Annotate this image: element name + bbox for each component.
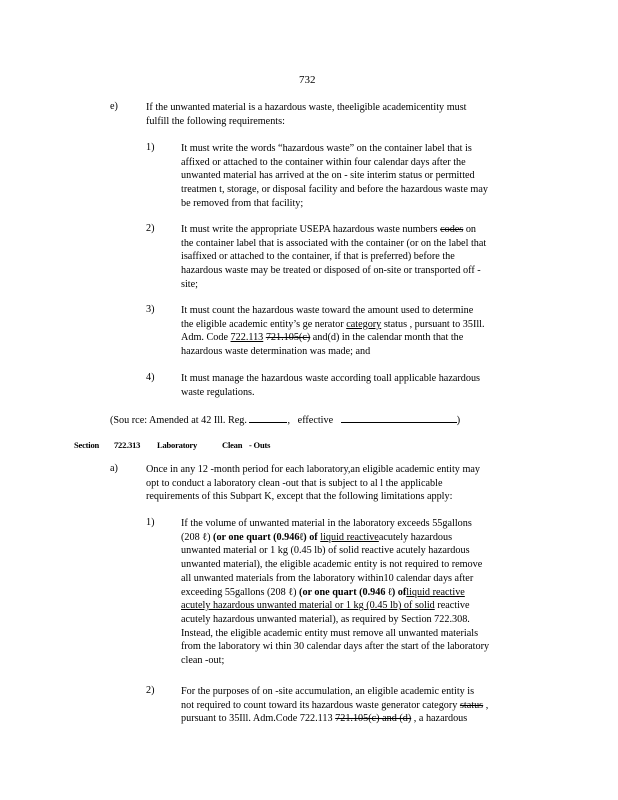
text-run: reactive <box>434 600 470 612</box>
text-line: unwanted material), the eligible academic entity is not required to remove <box>181 559 483 571</box>
struck-text: status <box>459 699 484 711</box>
effective-date-blank <box>341 412 457 423</box>
text-line: isaffixed or attached to the container, if that is preferred) before the <box>181 251 455 263</box>
lim-1-label: 1) <box>146 517 155 528</box>
text-run: pursuant to 35Ill. Adm.Code 722.113 <box>181 713 336 725</box>
source-comma: , <box>287 415 291 426</box>
req-1-label: 1) <box>146 142 155 153</box>
text-line: from the laboratory wi thin 30 calendar days after the start of the laboratory <box>181 641 490 653</box>
text-line: If the unwanted material is a hazardous waste, theeligible academicentity must <box>146 102 467 113</box>
section-title-laboratory: Laboratory <box>157 440 198 450</box>
text-run: It must write the appropriate USEPA hazardous waste numbers <box>181 224 441 235</box>
text-line <box>181 586 536 600</box>
lim-2-text <box>181 685 526 726</box>
text-line <box>181 599 536 613</box>
text-line: requirements of this Subpart K, except that the following limitations apply: <box>146 491 453 503</box>
text-line: Once in any 12 -month period for each laboratory,an eligible academic entity may <box>146 464 480 475</box>
text-run: , <box>483 699 489 711</box>
underlined-text: liquid reactive <box>320 531 379 543</box>
text-line: all unwanted materials from the laboratory within10 calendar days after <box>181 572 474 584</box>
text-line <box>181 699 526 713</box>
req-2-label: 2) <box>146 223 155 234</box>
text-line <box>181 318 526 332</box>
text-line: If the volume of unwanted material in the laboratory exceeds 55gallons <box>181 518 472 529</box>
struck-text: 721.105(c) <box>265 332 311 344</box>
section-title-outs: - Outs <box>249 440 271 450</box>
effective-label: effective <box>297 415 334 426</box>
text-line: unwanted material has arrived at the on - site interim status or permitted <box>181 170 475 182</box>
item-e-label: e) <box>110 101 118 112</box>
text-run: (208 ℓ) <box>181 531 214 543</box>
text-line: treatmen t, storage, or disposal facility and before the hazardous waste may <box>181 184 488 196</box>
section-word: Section <box>74 440 100 450</box>
text-line: It must count the hazardous waste toward the amount used to determine <box>181 305 474 316</box>
text-line <box>181 223 539 237</box>
text-line: It must manage the hazardous waste according toall applicable hazardous <box>181 373 480 384</box>
underlined-text: category <box>346 318 382 330</box>
text-line: clean -out; <box>181 655 225 667</box>
req-3-label: 3) <box>146 304 155 315</box>
item-e-text <box>146 101 520 128</box>
text-run: acutely hazardous <box>378 531 453 543</box>
underlined-text: 722.113 <box>230 332 264 344</box>
lim-1-text <box>181 517 536 668</box>
req-3-text <box>181 304 526 359</box>
text-run: exceeding 55gallons (208 ℓ) <box>181 586 300 598</box>
struck-text: 721.105(c) and (d) <box>335 713 412 725</box>
text-run: , a hazardous <box>411 713 468 725</box>
text-line: opt to conduct a laboratory clean -out that is subject to al l the applicable <box>146 477 443 489</box>
text-run: Adm. Code <box>181 332 231 344</box>
register-page-blank <box>249 412 287 423</box>
text-run: not required to count toward its hazardous waste generator category <box>181 699 460 711</box>
text-line: acutely hazardous unwanted material), as required by Section 722.308. <box>181 613 470 625</box>
req-4-text <box>181 372 526 399</box>
text-run: status , pursuant to 35Ill. <box>381 318 485 330</box>
text-line: hazardous waste may be treated or disposed of on-site or transported off - <box>181 265 481 277</box>
struck-text: codes <box>440 224 464 235</box>
text-line: Instead, the eligible academic entity must remove all unwanted materials <box>181 627 479 639</box>
text-line: It must write the words “hazardous waste” on the container label that is <box>181 143 472 154</box>
text-line: hazardous waste determination was made; and <box>181 346 371 358</box>
req-4-label: 4) <box>146 372 155 383</box>
text-line: site; <box>181 278 198 290</box>
text-line: For the purposes of on -site accumulation, an eligible academic entity is <box>181 686 475 697</box>
req-2-text <box>181 223 539 292</box>
section-number: 722.313 <box>114 440 141 450</box>
source-note <box>110 412 460 426</box>
text-line: the container label that is associated with the container (or on the label that <box>181 237 487 249</box>
bold-text: (or one quart (0.946ℓ) of <box>213 531 321 543</box>
text-line: be removed from that facility; <box>181 197 304 209</box>
underlined-text: liquid reactive <box>406 586 465 598</box>
text-run: and(d) in the calendar month that the <box>310 332 464 344</box>
section-title-clean: Clean <box>222 440 243 450</box>
text-line <box>181 331 526 345</box>
text-line <box>181 531 536 545</box>
underlined-text: acutely hazardous unwanted material or 1 kg (0.45 lb) of solid <box>181 600 435 612</box>
page-number: 732 <box>299 74 316 86</box>
text-run: the eligible academic entity’s ge nerator <box>181 318 347 330</box>
req-1-text <box>181 142 539 211</box>
item-a-label: a) <box>110 463 118 474</box>
text-line <box>181 712 526 726</box>
lim-2-label: 2) <box>146 685 155 696</box>
text-line: waste regulations. <box>181 386 255 398</box>
text-run: on <box>463 224 477 235</box>
text-line: unwanted material or 1 kg (0.45 lb) of solid reactive acutely hazardous <box>181 545 470 557</box>
source-prefix: (Sou rce: Amended at 42 Ill. Reg. <box>110 415 247 426</box>
source-close: ) <box>456 415 461 426</box>
text-line: fulfill the following requirements: <box>146 115 285 127</box>
bold-text: (or one quart (0.946 ℓ) of <box>299 586 407 598</box>
text-line: affixed or attached to the container within four calendar days after the <box>181 156 466 168</box>
item-a-text <box>146 463 534 504</box>
